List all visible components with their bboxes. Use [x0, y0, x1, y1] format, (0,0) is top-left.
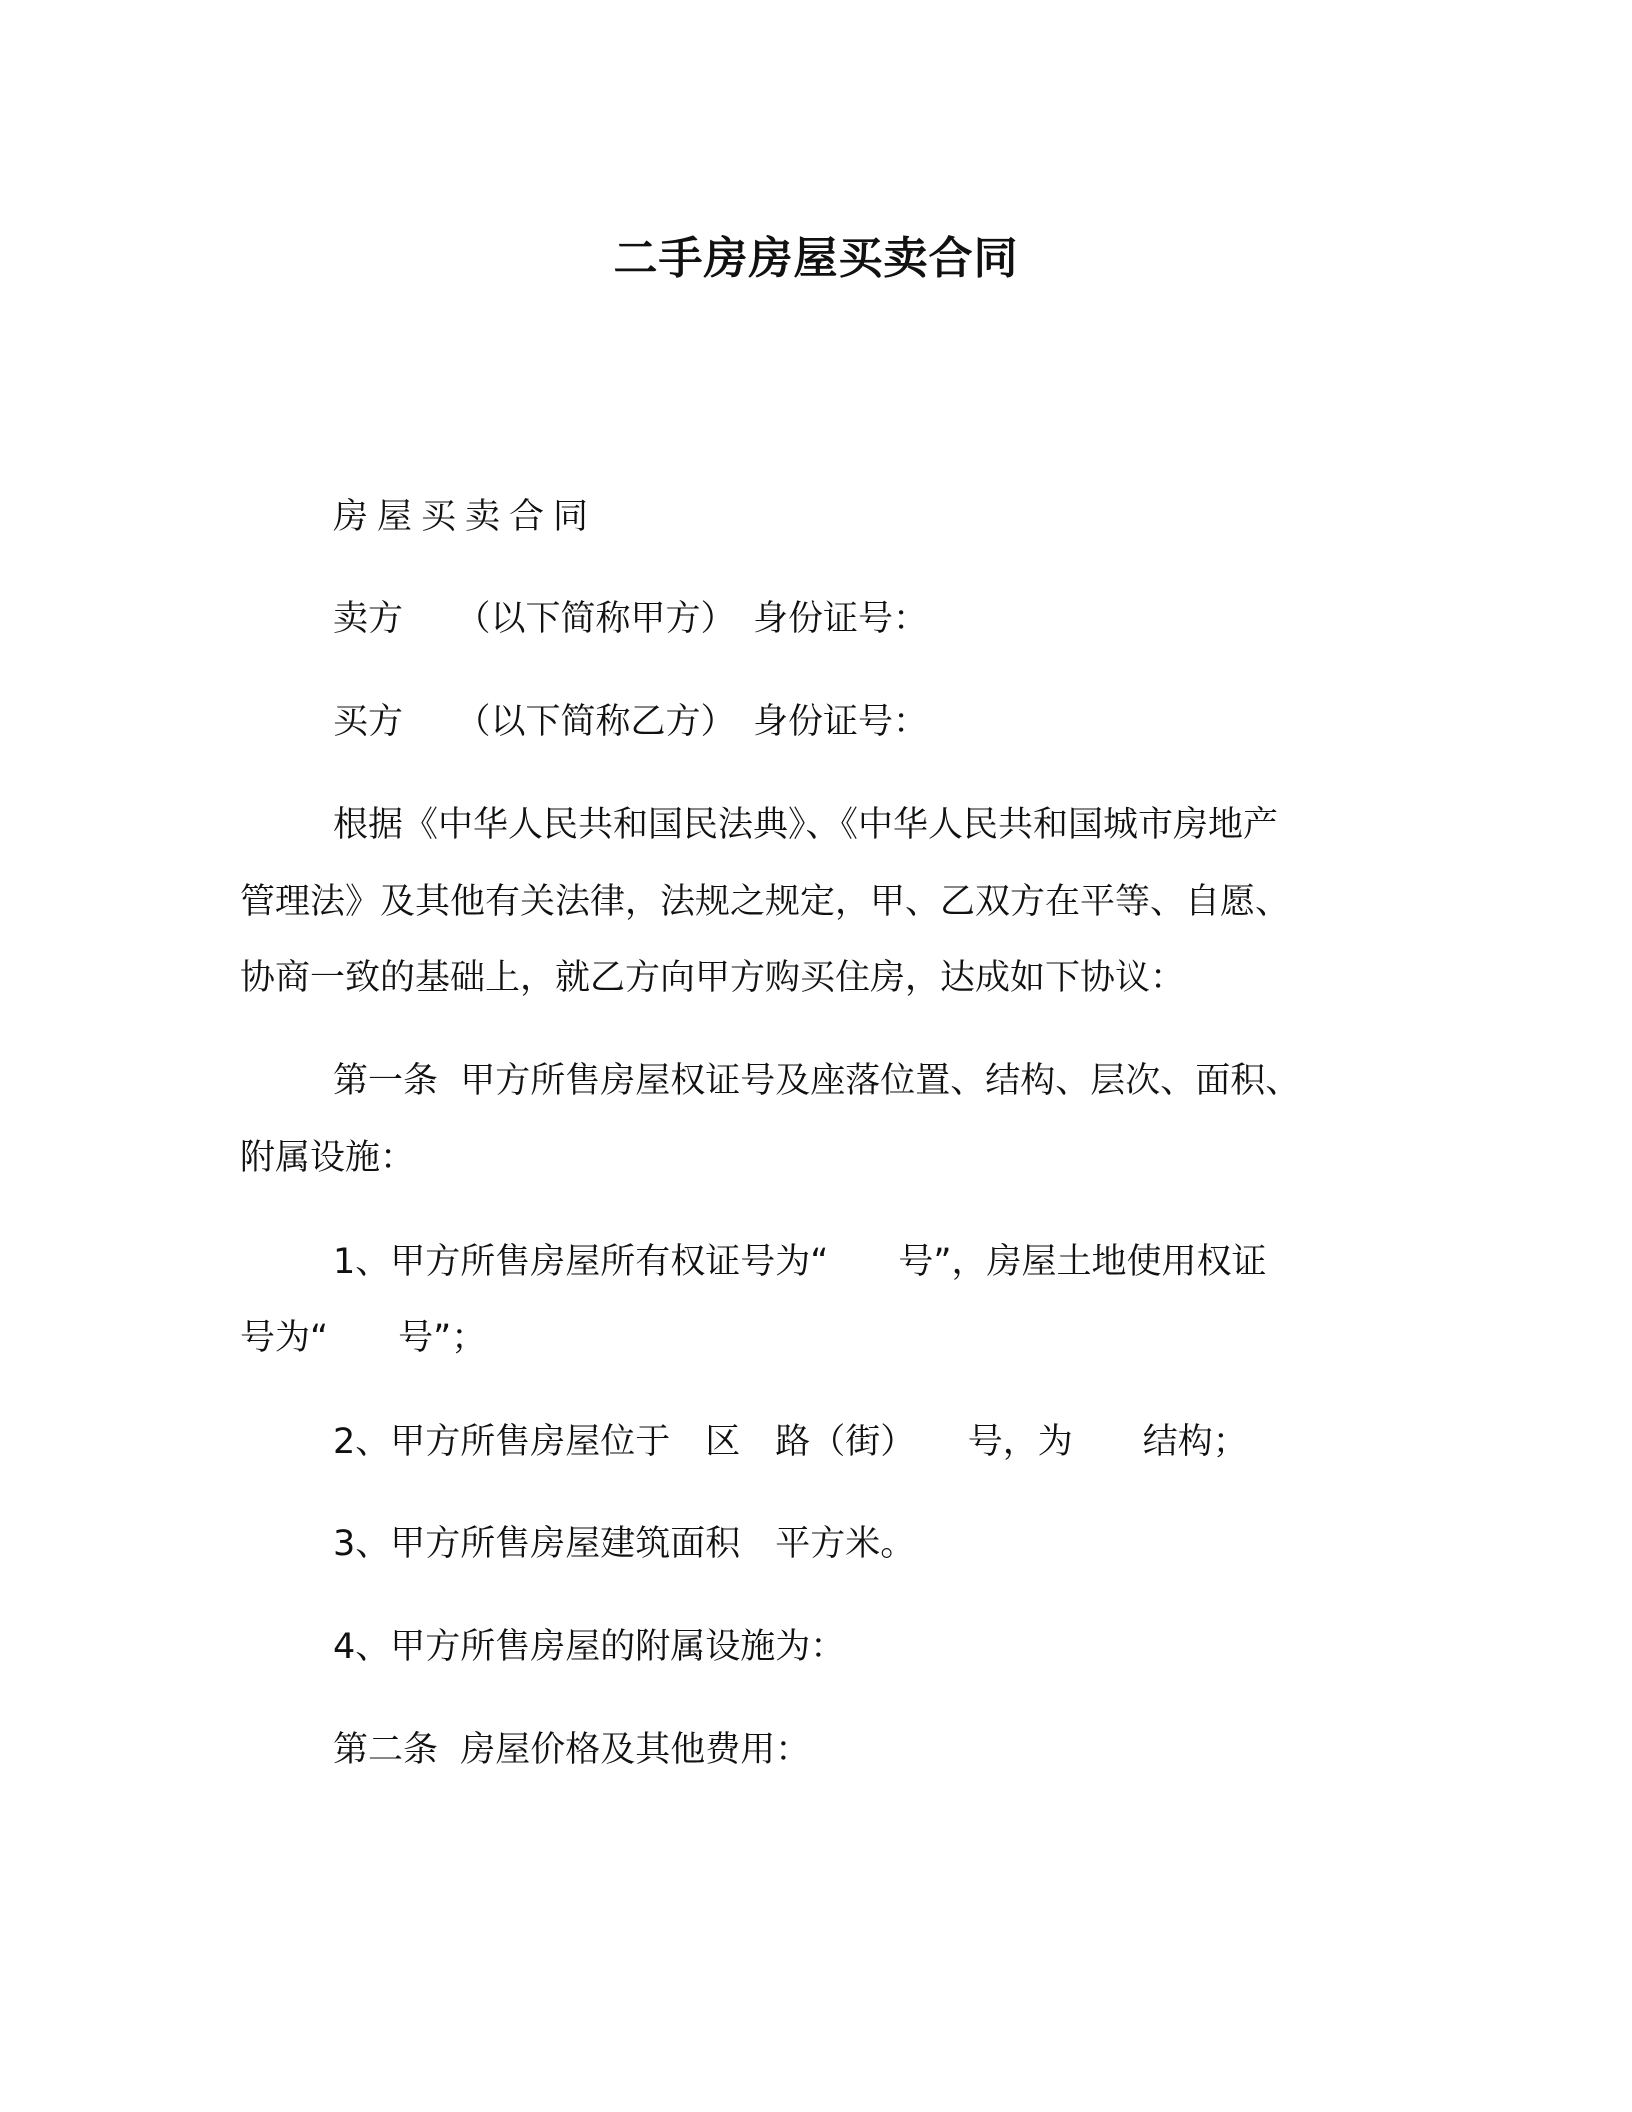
- item1-line-1: 1、甲方所售房屋所有权证号为“ 号”，房屋土地使用权证: [333, 1242, 1267, 1282]
- seller-line: 卖方 （以下简称甲方） 身份证号：: [333, 599, 929, 639]
- item1-line-2: 号为“ 号”；: [240, 1318, 487, 1358]
- preamble-line-3: 协商一致的基础上，就乙方向甲方购买住房，达成如下协议：: [240, 958, 1186, 998]
- buyer-line: 买方 （以下简称乙方） 身份证号：: [333, 702, 929, 742]
- item2-line: 2、甲方所售房屋位于 区 路（街） 号，为 结构；: [333, 1422, 1248, 1462]
- article2-line: 第二条 房屋价格及其他费用：: [333, 1730, 811, 1770]
- contract-subtitle: 房屋买卖合同: [333, 497, 598, 537]
- document-title: 二手房房屋买卖合同: [613, 233, 1019, 284]
- item4-line: 4、甲方所售房屋的附属设施为：: [333, 1627, 846, 1667]
- preamble-line-1: 根据《中华人民共和国民法典》、《中华人民共和国城市房地产: [333, 805, 1279, 845]
- item3-line: 3、甲方所售房屋建筑面积 平方米。: [333, 1524, 916, 1564]
- preamble-line-2: 管理法》及其他有关法律，法规之规定，甲、乙双方在平等、自愿、: [240, 882, 1291, 922]
- article1-line-1: 第一条 甲方所售房屋权证号及座落位置、结构、层次、面积、: [333, 1061, 1301, 1101]
- article1-line-2: 附属设施：: [240, 1138, 416, 1178]
